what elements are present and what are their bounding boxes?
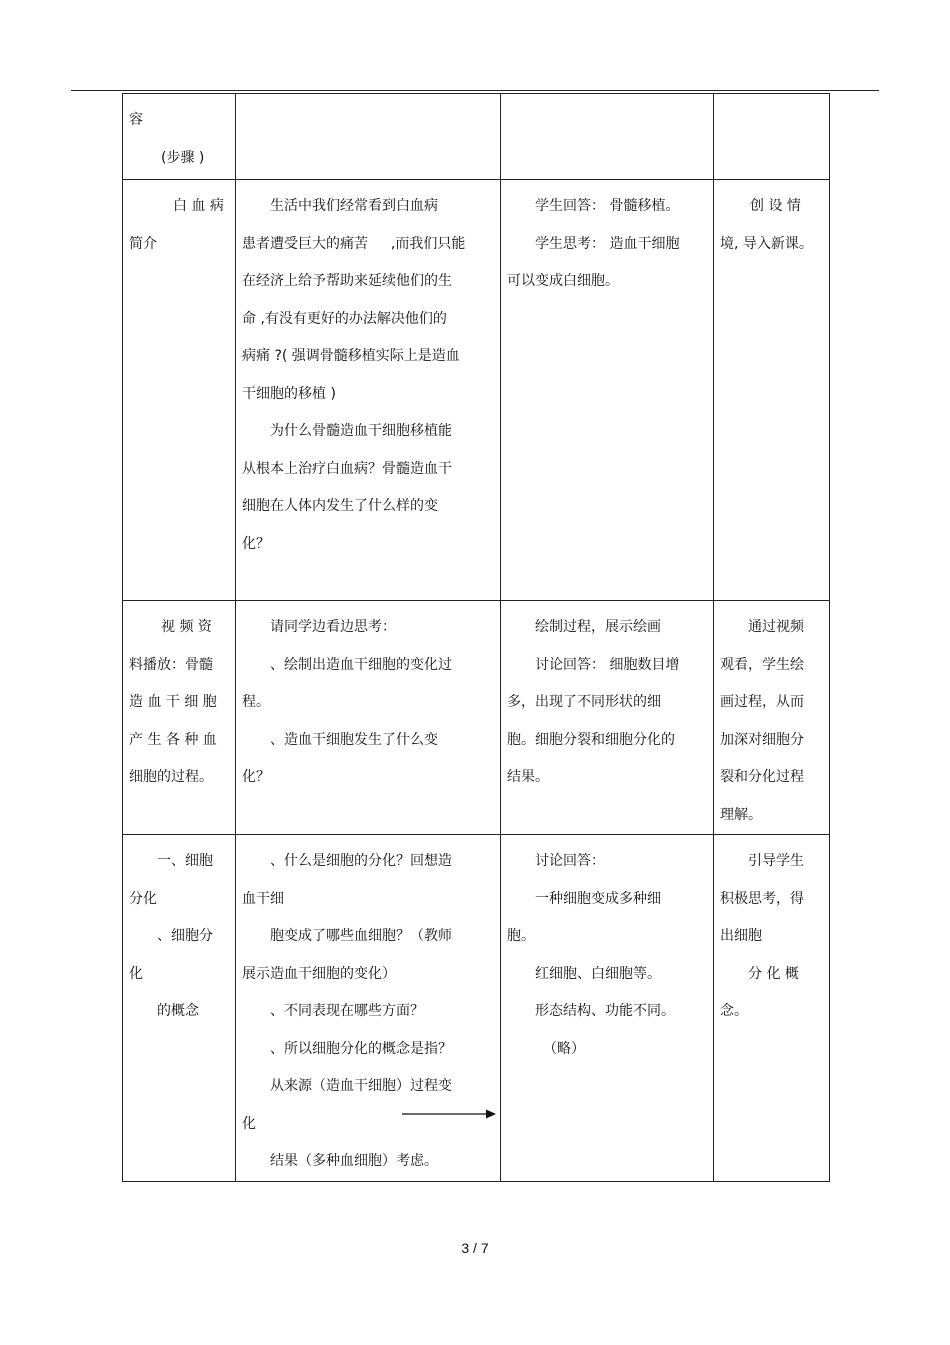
cell-line: 理解。 bbox=[720, 806, 762, 823]
cell-line: 细胞在人体内发生了什么样的变 bbox=[242, 498, 438, 514]
cell-content-steps bbox=[123, 180, 236, 601]
cell-line: 红细胞、白细胞等。 bbox=[535, 965, 661, 982]
cell-line: 请同学边看边思考： bbox=[270, 619, 396, 635]
table-row bbox=[123, 94, 830, 180]
cell-line: 化 bbox=[129, 965, 143, 982]
cell-line: 出细胞 bbox=[720, 928, 762, 944]
cell-line: 料播放：骨髓 bbox=[129, 656, 213, 673]
cell-teacher-activity bbox=[236, 835, 501, 1182]
cell-line: 胞。 bbox=[507, 928, 535, 944]
cell-line: 创 设 情 bbox=[750, 198, 801, 214]
cell-line: 产 生 各 种 血 bbox=[129, 731, 217, 748]
cell-line: 一、细胞 bbox=[157, 853, 213, 869]
cell-student-activity bbox=[501, 94, 714, 180]
cell-line: （略） bbox=[543, 1040, 585, 1057]
cell-design-intent bbox=[714, 180, 830, 601]
table-row bbox=[123, 601, 830, 835]
cell-line: 的概念 bbox=[157, 1003, 199, 1019]
table-row bbox=[123, 835, 830, 1182]
cell-line: 结果。 bbox=[507, 769, 549, 785]
cell-line: 学生思考： 造血干细胞 bbox=[535, 235, 680, 252]
cell-line: 胞。细胞分裂和细胞分化的 bbox=[507, 731, 675, 748]
cell-line: 血干细 bbox=[242, 890, 284, 907]
cell-line: 胞变成了哪些血细胞？（教师 bbox=[270, 928, 452, 944]
cell-line: 化？ bbox=[242, 535, 270, 552]
cell-student-activity bbox=[501, 601, 714, 835]
cell-line: 分 化 概 bbox=[748, 965, 799, 982]
cell-line: 简介 bbox=[129, 235, 157, 252]
cell-line: 、造血干细胞发生了什么变 bbox=[270, 731, 438, 748]
table-row bbox=[123, 180, 830, 601]
cell-line: 绘制过程，展示绘画 bbox=[535, 619, 661, 635]
page-number: 3 / 7 bbox=[461, 1240, 489, 1256]
cell-design-intent bbox=[714, 835, 830, 1182]
cell-line: 可以变成白细胞。 bbox=[507, 273, 619, 289]
cell-line: 境, 导入新课。 bbox=[720, 235, 813, 252]
cell-line: 化？ bbox=[242, 769, 270, 785]
cell-line: 细胞的过程。 bbox=[129, 769, 213, 785]
cell-line: 为什么骨髓造血干细胞移植能 bbox=[270, 423, 452, 439]
cell-line: 一种细胞变成多种细 bbox=[535, 890, 661, 907]
cell-teacher-activity bbox=[236, 94, 501, 180]
cell-line: 观看，学生绘 bbox=[720, 656, 804, 673]
cell-line: 、什么是细胞的分化？回想造 bbox=[270, 853, 452, 869]
cell-line: 从来源（造血干细胞）过程变 bbox=[270, 1078, 452, 1094]
header-rule bbox=[71, 90, 879, 91]
cell-line: 引导学生 bbox=[748, 853, 804, 869]
cell-line: 展示造血干细胞的变化） bbox=[242, 965, 396, 982]
cell-student-activity bbox=[501, 180, 714, 601]
cell-student-activity bbox=[501, 835, 714, 1182]
cell-line: 化 bbox=[242, 1115, 256, 1132]
cell-line: 、绘制出造血干细胞的变化过 bbox=[270, 656, 452, 673]
cell-line: 视 频 资 bbox=[161, 619, 212, 635]
cell-content-steps bbox=[123, 601, 236, 835]
cell-line: 、所以细胞分化的概念是指？ bbox=[270, 1040, 452, 1057]
cell-line: 从根本上治疗白血病？骨髓造血干 bbox=[242, 460, 452, 477]
cell-line: 念。 bbox=[720, 1003, 748, 1019]
cell-design-intent bbox=[714, 94, 830, 180]
cell-line: 裂和分化过程 bbox=[720, 769, 804, 785]
cell-line: 形态结构、功能不同。 bbox=[535, 1003, 675, 1019]
cell-content-steps bbox=[123, 94, 236, 180]
cell-line: 结果（多种血细胞）考虑。 bbox=[270, 1153, 438, 1169]
cell-teacher-activity bbox=[236, 601, 501, 835]
cell-line: 加深对细胞分 bbox=[720, 731, 804, 748]
cell-line: 讨论回答： 细胞数目增 bbox=[535, 656, 680, 673]
cell-line: 、不同表现在哪些方面？ bbox=[270, 1003, 424, 1019]
cell-line: 讨论回答： bbox=[535, 853, 605, 869]
cell-line: 生活中我们经常看到白血病 bbox=[270, 198, 438, 214]
cell-line: (步骤 ) bbox=[161, 149, 205, 166]
cell-line: 造 血 干 细 胞 bbox=[129, 694, 217, 710]
cell-line: 程。 bbox=[242, 694, 270, 710]
process-arrow-icon bbox=[402, 1107, 496, 1121]
cell-line: 通过视频 bbox=[748, 619, 804, 635]
cell-content-steps bbox=[123, 835, 236, 1182]
cell-teacher-activity bbox=[236, 180, 501, 601]
cell-line: 患者遭受巨大的痛苦 ,而我们只能 bbox=[242, 235, 466, 252]
cell-design-intent bbox=[714, 601, 830, 835]
cell-line: 病痛 ?( 强调骨髓移植实际上是造血 bbox=[242, 348, 460, 364]
cell-line: 积极思考，得 bbox=[720, 890, 804, 907]
cell-line: 容 bbox=[129, 112, 143, 128]
cell-line: 干细胞的移植 ) bbox=[242, 385, 336, 402]
cell-line: 画过程，从而 bbox=[720, 694, 804, 710]
cell-line: 在经济上给予帮助来延续他们的生 bbox=[242, 273, 452, 289]
cell-line: 白 血 病 bbox=[173, 198, 224, 214]
cell-line: 分化 bbox=[129, 890, 157, 907]
cell-line: 、细胞分 bbox=[157, 928, 213, 944]
lesson-plan-table bbox=[122, 93, 830, 1182]
cell-line: 多，出现了不同形状的细 bbox=[507, 694, 661, 710]
cell-line: 命 ,有没有更好的办法解决他们的 bbox=[242, 310, 447, 327]
cell-line: 学生回答： 骨髓移植。 bbox=[535, 198, 680, 214]
